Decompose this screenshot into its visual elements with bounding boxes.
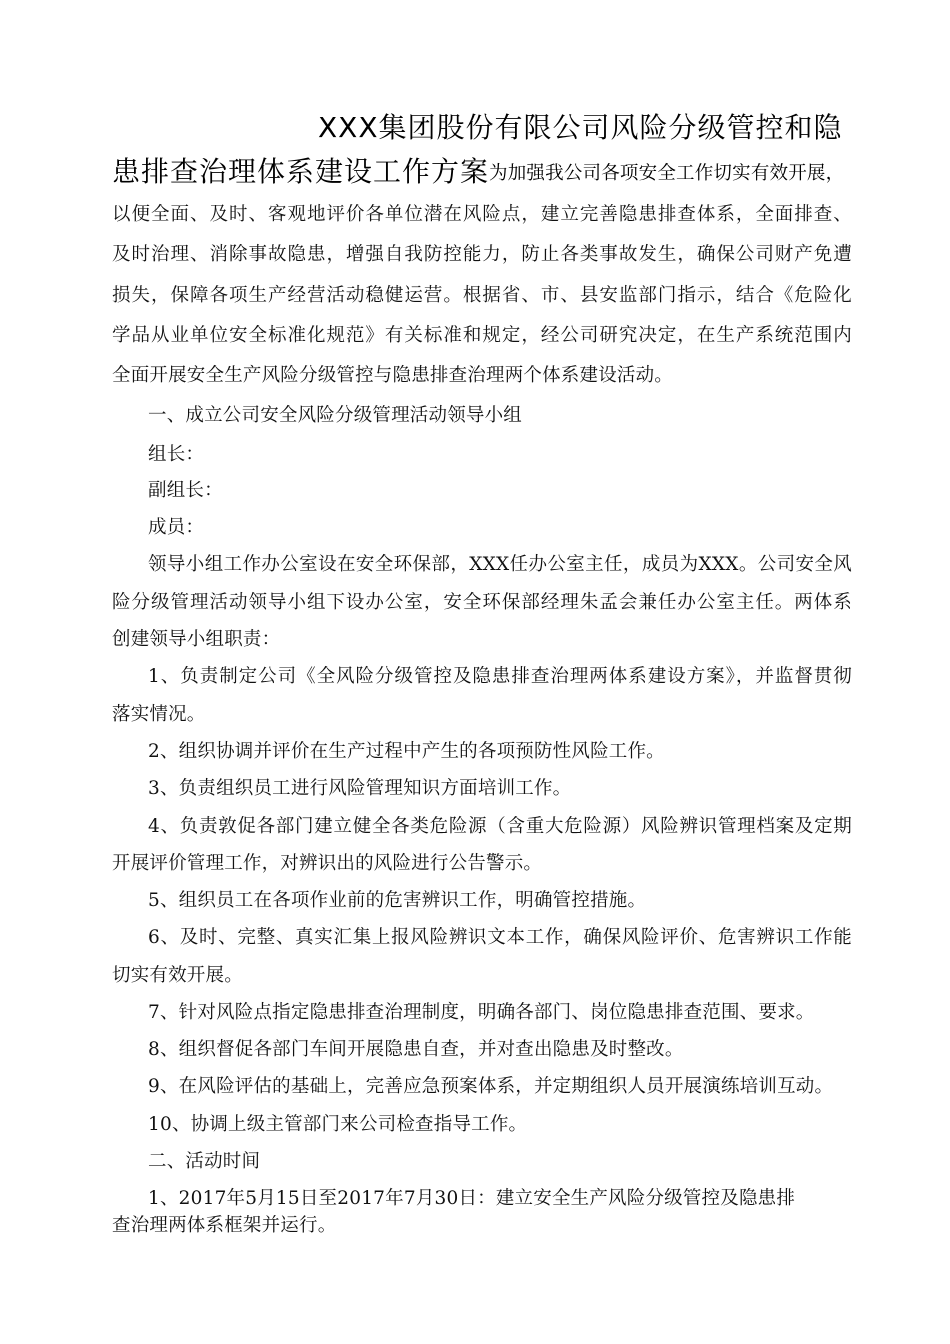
document-title-line-1: XXX集团股份有限公司风险分级管控和隐: [318, 111, 843, 144]
office-para-line-1: 领导小组工作办公室设在安全环保部，XXX任办公室主任，成员为XXX。公司安全风: [148, 554, 852, 575]
duty-5: 5、组织员工在各项作业前的危害辨识工作，明确管控措施。: [148, 890, 647, 911]
office-para-line-3: 创建领导小组职责：: [112, 629, 281, 650]
leader-label: 组长：: [148, 444, 205, 465]
section-2-heading: 二、活动时间: [148, 1151, 261, 1172]
intro-line-2: 以便全面、及时、客观地评价各单位潜在风险点，建立完善隐患排查体系，全面排查、: [112, 204, 852, 225]
intro-line-5: 学品从业单位安全标准化规范》有关标准和规定，经公司研究决定，在生产系统范围内: [112, 325, 852, 346]
duty-8: 8、组织督促各部门车间开展隐患自查，并对查出隐患及时整改。: [148, 1039, 684, 1060]
intro-line-3: 及时治理、消除事故隐患，增强自我防控能力，防止各类事故发生，确保公司财产免遭: [112, 244, 852, 265]
duty-1-line-1: 1、负责制定公司《全风险分级管控及隐患排查治理两体系建设方案》，并监督贯彻: [148, 666, 852, 687]
duty-4-line-2: 开展评价管理工作，对辨识出的风险进行公告警示。: [112, 853, 543, 874]
intro-line-6: 全面开展安全生产风险分级管控与隐患排查治理两个体系建设活动。: [112, 365, 674, 386]
document-title-line-2: [112, 154, 852, 192]
duty-9: 9、在风险评估的基础上，完善应急预案体系，并定期组织人员开展演练培训互动。: [148, 1076, 834, 1097]
document-title-line-2-text: 患排查治理体系建设工作方案: [112, 155, 490, 188]
schedule-line-2: 查治理两体系框架并运行。: [112, 1215, 337, 1236]
duty-2: 2、组织协调并评价在生产过程中产生的各项预防性风险工作。: [148, 741, 665, 762]
duty-6-line-2: 切实有效开展。: [112, 965, 243, 986]
section-1-heading: 一、成立公司安全风险分级管理活动领导小组: [148, 405, 523, 426]
duty-10: 10、协调上级主管部门来公司检查指导工作。: [148, 1114, 528, 1135]
intro-line-4: 损失，保障各项生产经营活动稳健运营。根据省、市、县安监部门指示，结合《危险化: [112, 285, 852, 306]
duty-3: 3、负责组织员工进行风险管理知识方面培训工作。: [148, 778, 572, 799]
office-para-line-2: 险分级管理活动领导小组下设办公室，安全环保部经理朱孟会兼任办公室主任。两体系: [112, 592, 852, 613]
intro-line-1: 为加强我公司各项安全工作切实有效开展，: [489, 163, 845, 184]
deputy-leader-label: 副组长：: [148, 480, 223, 501]
duty-1-line-2: 落实情况。: [112, 704, 206, 725]
duty-7: 7、针对风险点指定隐患排查治理制度，明确各部门、岗位隐患排查范围、要求。: [148, 1002, 815, 1023]
schedule-line-1: 1、2017年5月15日至2017年7月30日：建立安全生产风险分级管控及隐患排: [148, 1188, 796, 1209]
members-label: 成员：: [148, 517, 205, 538]
duty-4-line-1: 4、负责敦促各部门建立健全各类危险源（含重大危险源）风险辨识管理档案及定期: [148, 816, 852, 837]
duty-6-line-1: 6、及时、完整、真实汇集上报风险辨识文本工作，确保风险评价、危害辨识工作能: [148, 927, 852, 948]
